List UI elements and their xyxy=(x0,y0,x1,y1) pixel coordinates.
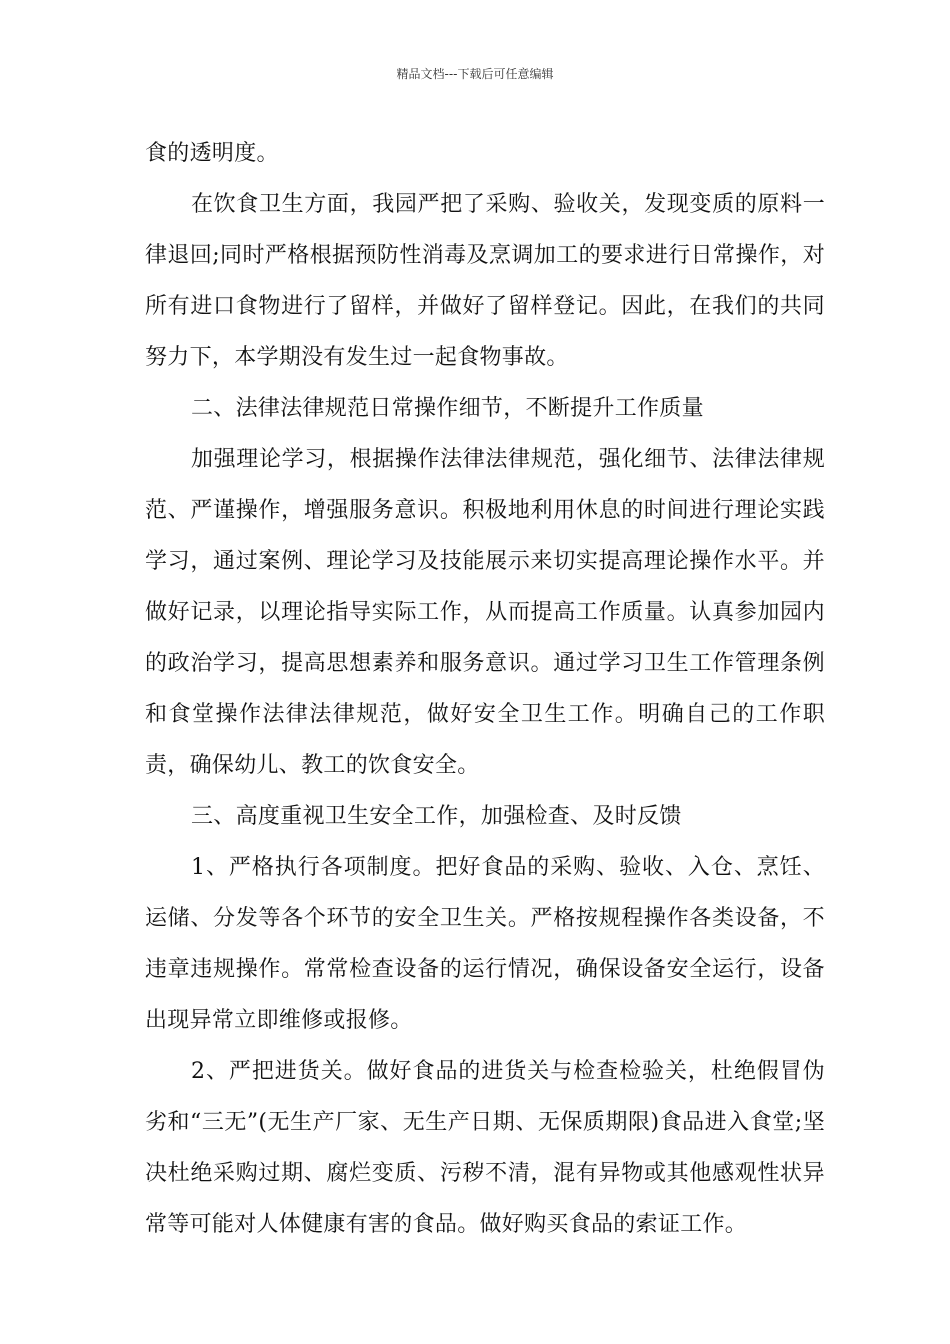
paragraph-item-1: 1、严格执行各项制度。把好食品的采购、验收、入仓、烹饪、运储、分发等各个环节的安全卫生关。严格按规程操作各类设备，不违章违规操作。常常检查设备的运行情况，确保设备安全运行，设备出现异常立即维修或报修。 xyxy=(145,855,825,1033)
section-heading-2: 二、法律法律规范日常操作细节，不断提升工作质量 xyxy=(191,396,704,421)
document-body xyxy=(145,128,825,1250)
paragraph-continuation: 食的透明度。 xyxy=(145,141,279,166)
paragraph-item-2: 2、严把进货关。做好食品的进货关与检查检验关，杜绝假冒伪劣和“三无”(无生产厂家、无生产日期、无保质期限)食品进入食堂;坚决杜绝采购过期、腐烂变质、污秽不清，混有异物或其他感观性状异常等可能对人体健康有害的食品。做好购买食品的索证工作。 xyxy=(145,1059,825,1237)
paragraph-food-hygiene: 在饮食卫生方面，我园严把了采购、验收关，发现变质的原料一律退回;同时严格根据预防性消毒及烹调加工的要求进行日常操作，对所有进口食物进行了留样，并做好了留样登记。因此，在我们的共同努力下，本学期没有发生过一起食物事故。 xyxy=(145,192,825,370)
paragraph-theory-study: 加强理论学习，根据操作法律法律规范，强化细节、法律法律规范、严谨操作，增强服务意识。积极地利用休息的时间进行理论实践学习，通过案例、理论学习及技能展示来切实提高理论操作水平。并做好记录，以理论指导实际工作，从而提高工作质量。认真参加园内的政治学习，提高思想素养和服务意识。通过学习卫生工作管理条例和食堂操作法律法律规范，做好安全卫生工作。明确自己的工作职责，确保幼儿、教工的饮食安全。 xyxy=(145,447,825,778)
page-header: 精品文档---下载后可任意编辑 xyxy=(396,67,554,81)
section-heading-3: 三、高度重视卫生安全工作，加强检查、及时反馈 xyxy=(191,804,682,829)
